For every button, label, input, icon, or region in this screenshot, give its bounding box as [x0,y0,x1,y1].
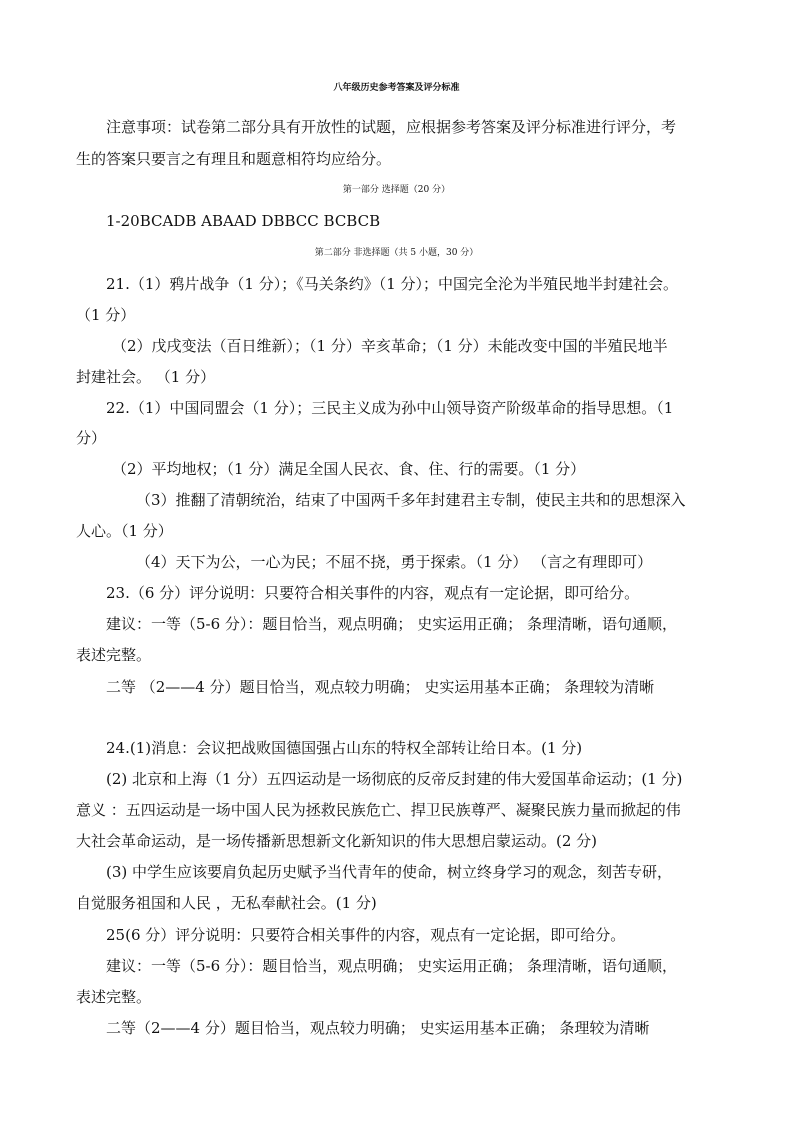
section-1-heading: 第一部分 选择题（20 分） [342,185,451,195]
q23-line-3: 表述完整。 [76,646,152,664]
q23-line-1: 23.（6 分）评分说明：只要符合相关事件的内容，观点有一定论据，即可给分。 [106,584,640,602]
q21-line-1: 21.（1）鸦片战争（1 分）；《马关条约》（1 分）；中国完全沦为半殖民地半封建社会。 [106,275,679,293]
q25-line-1: 25(6 分）评分说明：只要符合相关事件的内容，观点有一定论据，即可给分。 [106,926,626,944]
section-2-heading: 第二部分 非选择题（共 5 小题，30 分） [314,248,479,258]
q24-line-3: 意义 ：五四运动是一场中国人民为拯救民族危亡、捍卫民族尊严、凝聚民族力量而掀起的伟 [76,801,681,819]
choice-answers: 1-20BCADB ABAAD DBBCC BCBCB [106,212,381,230]
q22-line-1: 22.（1）中国同盟会（1 分）；三民主义成为孙中山领导资产阶级革命的指导思想。（1 [106,399,674,417]
q22-line-5: 人心。（1 分） [76,522,173,540]
q25-line-2: 建议：一等（5-6 分）：题目恰当，观点明确； 史实运用正确； 条理清晰，语句通顺， [106,957,677,975]
q22-line-4: （3）推翻了清朝统治，结束了中国两千多年封建君主专制，使民主共和的思想深入 [136,491,686,509]
q22-line-3: （2）平均地权；（1 分）满足全国人民衣、食、住、行的需要。（1 分） [112,460,586,478]
q23-line-4: 二等 （2——4 分）题目恰当，观点较力明确； 史实运用基本正确； 条理较为清晰 [106,678,655,696]
q25-line-3: 表述完整。 [76,988,152,1006]
notice-line-2: 生的答案只要言之有理且和题意相符均应给分。 [76,150,392,168]
q24-line-2: (2) 北京和上海（1 分）五四运动是一场彻底的反帝反封建的伟大爱国革命运动；(1 分) [106,770,683,788]
q22-line-2: 分） [76,429,107,447]
q24-line-1: 24.(1)消息：会议把战败国德国强占山东的特权全部转让给日本。(1 分) [106,739,583,757]
q21-line-4: 封建社会。 （1 分） [76,368,216,386]
q24-line-4: 大社会革命运动，是一场传播新思想新文化新知识的伟大思想启蒙运动。(2 分) [76,832,598,850]
notice-line-1: 注意事项：试卷第二部分具有开放性的试题，应根据参考答案及评分标准进行评分，考 [106,118,677,136]
q24-line-5: (3) 中学生应该要肩负起历史赋予当代青年的使命，树立终身学习的观念，刻苦专研， [106,863,673,881]
q21-line-2: （1 分） [76,306,136,324]
q23-line-2: 建议：一等（5-6 分）：题目恰当，观点明确； 史实运用正确； 条理清晰，语句通顺， [106,615,677,633]
q25-line-4: 二等（2——4 分）题目恰当，观点较力明确； 史实运用基本正确； 条理较为清晰 [106,1019,650,1037]
q24-line-6: 自觉服务祖国和人民 ，无私奉献社会。(1 分) [76,894,377,912]
q21-line-3: （2）戊戌变法（百日维新）；（1 分）辛亥革命；（1 分）未能改变中国的半殖民地半 [112,337,668,355]
page-title: 八年级历史参考答案及评分标准 [333,83,460,93]
q22-line-6: （4）天下为公，一心为民；不屈不挠，勇于探索。（1 分） （言之有理即可） [136,553,653,571]
